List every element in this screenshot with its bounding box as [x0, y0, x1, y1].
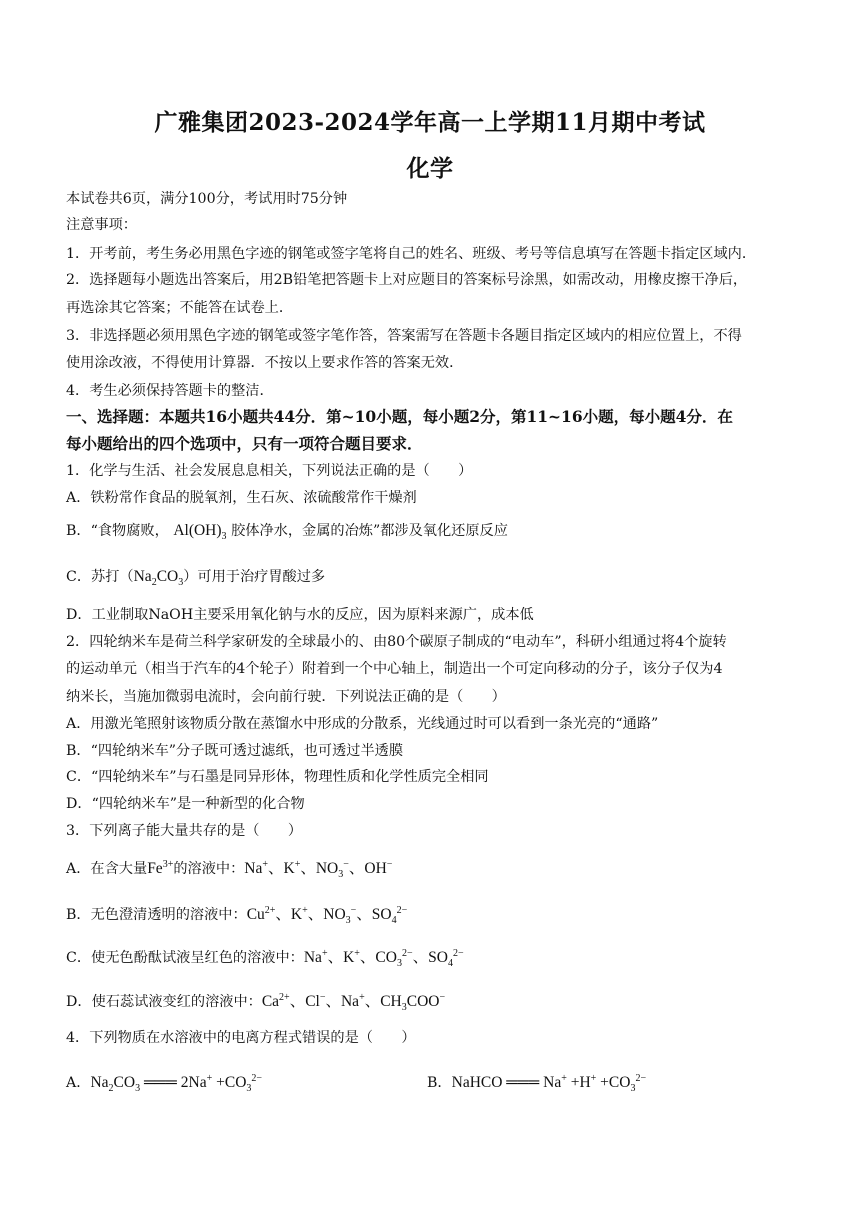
notice-3b: 使用涂改液，不得使用计算器．不按以上要求作答的答案无效．	[66, 355, 464, 371]
q3-option-d	[66, 989, 801, 1014]
na2co3-formula: $Na_2CO_3$	[133, 568, 184, 589]
q4-option-b	[427, 1072, 647, 1095]
q1-b-prefix: B．“食物腐败，	[66, 523, 169, 539]
q2-option-c: C．“四轮纳米车”与石墨是同异形体，物理性质和化学性质完全相同	[66, 769, 489, 785]
q3-c-ions: Na+、K+、$CO_3^{2-}$、$SO_4^{2-}$	[303, 947, 464, 970]
q3-option-b	[66, 902, 801, 927]
q2-stem-2: 的运动单元（相当于汽车的4个轮子）附着到一个中心轴上，制造出一个可定向移动的分子，该分子仅为4	[66, 661, 723, 677]
q3-b-ions: $Cu^{2+}$、K+、$NO_3^-$、$SO_4^{2-}$	[246, 904, 408, 927]
q1-option-a: A．铁粉常作食品的脱氧剂，生石灰、浓硫酸常作干燥剂	[66, 490, 417, 506]
q4-a-label: A．	[66, 1075, 91, 1091]
q1-option-b	[66, 520, 801, 543]
notice-1: 1．开考前，考生务必用黑色字迹的钢笔或签字笔将自己的姓名、班级、考号等信息填写在答题卡指定区域内．	[66, 246, 757, 262]
q2-option-d: D．“四轮纳米车”是一种新型的化合物	[66, 796, 305, 812]
q2-stem-3: 纳米长，当施加微弱电流时，会向前行驶．下列说法正确的是（ ）	[66, 689, 506, 705]
q4-stem: 4．下列物质在水溶液中的电离方程式错误的是（ ）	[66, 1030, 416, 1046]
q3-option-a	[66, 856, 801, 881]
q3-d-prefix: D．使石蕊试液变红的溶液中：	[66, 994, 262, 1010]
exam-title: 广雅集团2023-2024学年高一上学期11月期中考试	[154, 109, 706, 136]
section-heading-1: 一、选择题：本题共16小题共44分．第~10小题，每小题2分，第11~16小题，每小题4分．在	[66, 407, 733, 426]
q3-stem: 3．下列离子能大量共存的是（ ）	[66, 823, 303, 839]
q1-option-d: D．工业制取NaOH主要采用氧化钠与水的反应，因为原料来源广，成本低	[66, 607, 534, 623]
q3-b-prefix: B．无色澄清透明的溶液中：	[66, 907, 247, 923]
q3-c-prefix: C．使无色酚酞试液呈红色的溶液中：	[66, 950, 304, 966]
q1-option-c	[66, 566, 801, 589]
q4-b-equation: NaHCO ═══ $Na^+ +H^+ +CO_3^{2-}$	[451, 1072, 647, 1095]
section-heading-2: 每小题给出的四个选项中，只有一项符合题目要求．	[66, 434, 423, 453]
notice-4: 4．考生必须保持答题卡的整洁．	[66, 383, 274, 399]
q4-a-equation: $Na_2CO_3$ ═══ $2Na^+ +CO_3^{2-}$	[90, 1072, 263, 1095]
q3-a-prefix: A．在含大量	[66, 861, 148, 877]
q3-d-ions: $Ca^{2+}$、Cl−、Na+、$CH_3COO^-$	[261, 991, 446, 1014]
exam-info: 本试卷共6页，满分100分，考试用时75分钟	[66, 191, 348, 207]
fe3-ion: $Fe^{3+}$	[147, 858, 174, 877]
notice-label: 注意事项：	[66, 217, 137, 233]
notice-3a: 3．非选择题必须用黑色字迹的钢笔或签字笔作答，答案需写在答题卡各题目指定区域内的相应位置上，不得	[66, 328, 742, 344]
subject-title: 化学	[406, 155, 454, 182]
q2-option-b: B．“四轮纳米车”分子既可透过滤纸，也可透过半透膜	[66, 743, 404, 759]
q3-option-c	[66, 945, 801, 970]
notice-2b: 再选涂其它答案；不能答在试卷上．	[66, 300, 294, 316]
q3-a-ions: Na+、K+、$NO_3^-$、OH−	[244, 858, 393, 881]
q1-c-prefix: C．苏打（	[66, 569, 134, 585]
q2-option-a: A．用激光笔照射该物质分散在蒸馏水中形成的分散系，光线通过时可以看到一条光亮的“通路”	[66, 716, 659, 732]
q3-a-mid: 的溶液中：	[173, 861, 245, 877]
notice-2a: 2．选择题每小题选出答案后，用2B铅笔把答题卡上对应题目的答案标号涂黑，如需改动，用橡皮擦干净后，	[66, 272, 748, 288]
q2-stem-1: 2．四轮纳米车是荷兰科学家研发的全球最小的、由80个碳原子制成的“电动车”，科研小组通过将4个旋转	[66, 634, 727, 650]
q1-c-suffix: ）可用于治疗胃酸过多	[183, 569, 326, 585]
q1-stem: 1．化学与生活、社会发展息息相关，下列说法正确的是（ ）	[66, 463, 473, 479]
q4-b-label: B．	[427, 1075, 452, 1091]
q4-option-a	[66, 1072, 263, 1095]
aloh3-formula: $Al(OH)_3$	[173, 522, 227, 543]
q1-b-suffix: 胶体净水，金属的冶炼”都涉及氧化还原反应	[231, 523, 508, 539]
